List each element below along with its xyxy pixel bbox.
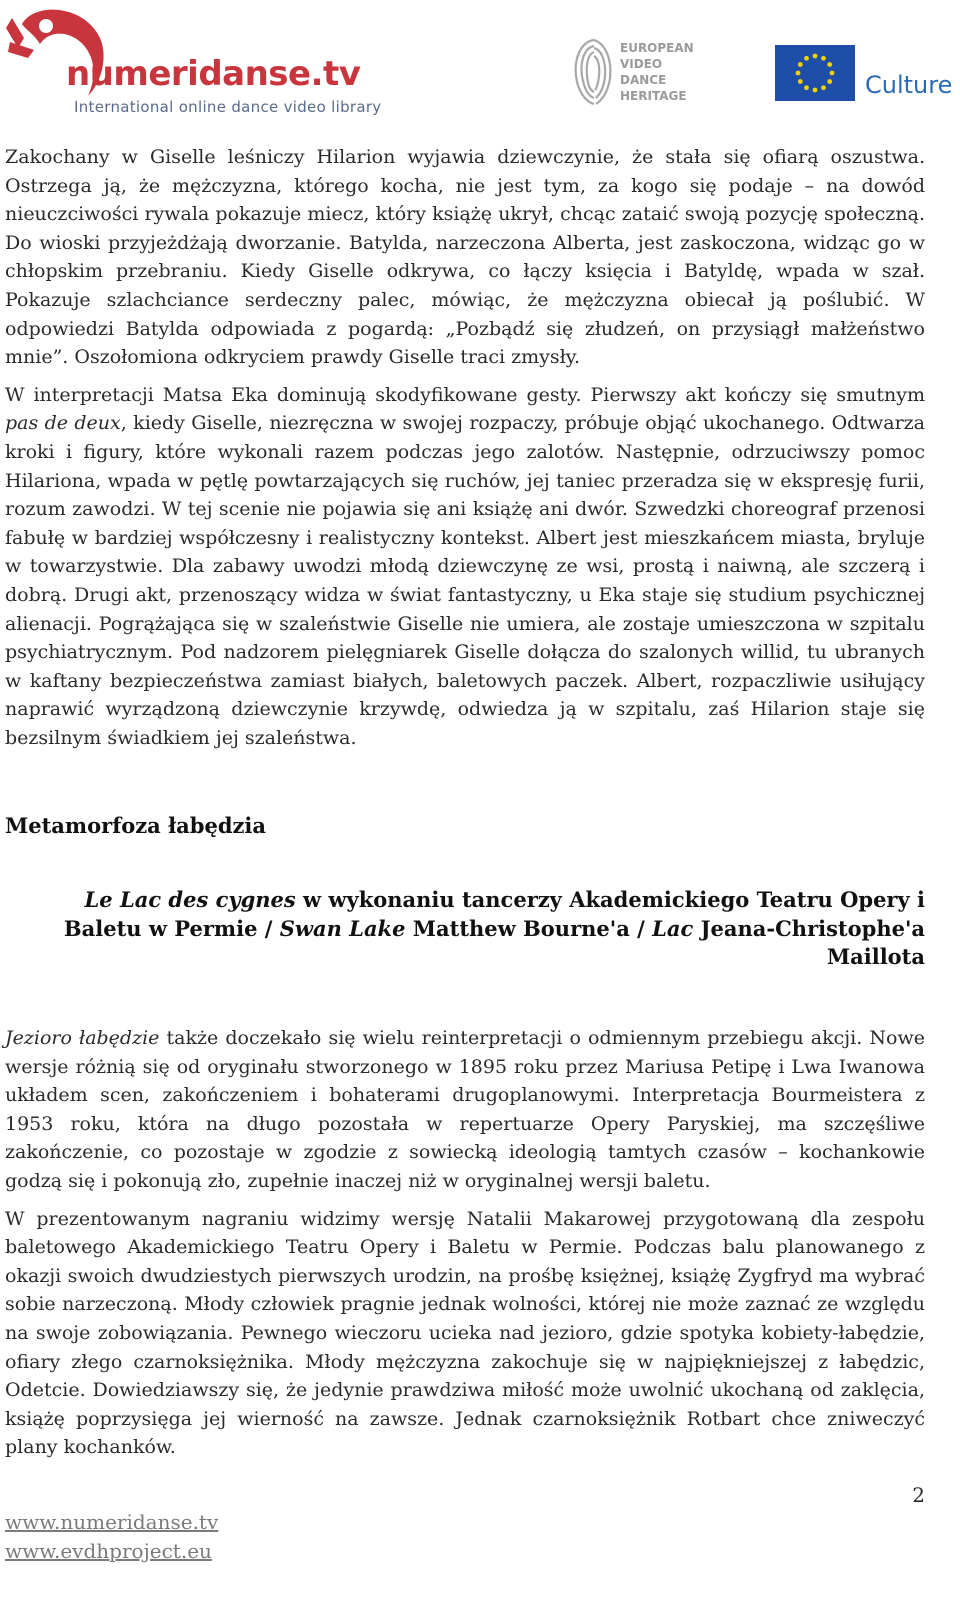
italic-title: Swan Lake [279,915,406,941]
numeridanse-logo[interactable] [4,4,384,124]
evdh-wordmark [620,40,710,104]
eu-star [804,85,809,90]
text-run: , kiedy Giselle, niezręczna w swojej rozpaczy, próbuje objąć ukochanego. Odtwarza kroki i figury, które wykonali razem podczas jego zalotów. Następnie, odrzuciwszy pomoc Hilariona, wpada w pętlę powtarzających się ruchów, jej taniec przeradza się w ekspresję furii, rozum zawodzi. W tej scenie nie pojawia się ani książę ani dwór. Szwedzki choreograf przenosi fabułę w bardziej współczesny i realistyczny kontekst. Albert jest mieszkańcem miasta, bryluje w towarzystwie. Dla zabawy uwodzi młodą dziewczynę ze wsi, prostą i naiwną, ale szczerą i dobrą. Drugi akt, przenoszący widza w świat fantastyczny, u Eka staje się studium psychicznej alienacji. Pogrążająca się w szaleństwie Giselle nie umiera, ale zostaje umieszczona w szpitalu psychiatrycznym. Pod nadzorem pielęgniarek Giselle dołącza do szalonych willid, tu ubranych w kaftany bezpieczeństwa zamiast białych, baletowych paczek. Albert, rozpaczliwie usiłujący naprawić wyrządzoną dziewczynie krzywdę, odwiedza ją w szpitalu, zaś Hilarion staje się bezsilnym świadkiem jej szaleństwa. [5,412,925,749]
numeridanse-brand: numeridanse.tv [66,54,361,94]
footer-link-numeridanse[interactable]: www.numeridanse.tv [5,1510,219,1534]
document-body [5,143,925,1471]
body-paragraph [5,1024,925,1196]
eu-star [813,54,818,59]
body-paragraph [5,381,925,753]
evdh-logo[interactable] [572,32,712,112]
eu-flag-icon [775,45,855,101]
italic-title: Jezioro łabędzie [5,1026,160,1049]
evdh-line: HERITAGE [620,89,687,103]
eu-star [796,71,801,76]
eu-star [821,85,826,90]
section-heading: Metamorfoza łabędzia [5,813,267,839]
eu-star [827,62,832,67]
footer-link-evdh[interactable]: www.evdhproject.eu [5,1539,212,1563]
text-run: także doczekało się wielu reinterpretacji o odmiennym przebiegu akcji. Nowe wersje różnią się od oryginału stworzonego w 1895 roku przez Mariusa Petipę i Lwa Iwanowa układem scen, zakończeniem i bohaterami drugoplanowymi. Interpretacja Bourmeistera z 1953 roku, która na długo pozostała w repertuarze Opery Paryskiej, ma szczęśliwe zakończenie, co pozostaje w zgodzie z sowiecką ideologią tamtych czasów – kochankowie godzą się i pokonują zło, zupełnie inaczej niż w oryginalnej wersji baletu. [5,1026,925,1192]
spacer [5,972,925,1024]
text-run: W interpretacji Matsa Eka dominują skodyfikowane gesty. Pierwszy akt kończy się smutnym [5,383,925,406]
evdh-line: DANCE [620,73,667,87]
text-run: Matthew Bourne'a / [405,915,653,941]
evdh-line: EUROPEAN [620,41,694,55]
subsection-heading [5,886,925,972]
eu-star [827,79,832,84]
italic-title: Lac [652,915,694,941]
eu-star [813,88,818,93]
page-number: 2 [912,1483,925,1507]
evdh-fingerprint-icon [572,36,616,108]
eu-star [798,62,803,67]
eu-star [830,71,835,76]
italic-term: pas de deux [5,412,121,435]
italic-title: Le Lac des cygnes [84,887,296,913]
text-run: w wykonaniu tancerzy Akademickiego Teatru Opery i Baletu w Permie / [63,887,925,941]
numeridanse-tagline: International online dance video library [74,98,382,116]
page-header [0,0,960,130]
text-run: Jeana-Christophe'a Maillota [693,915,925,970]
body-paragraph: W prezentowanym nagraniu widzimy wersję Natalii Makarowej przygotowaną dla zespołu baletowego Akademickiego Teatru Opery i Baletu w Permie. Podczas balu planowanego z okazji swoich dwudziestych pierwszych urodzin, na prośbę księżnej, książę Zygfryd ma wybrać sobie narzeczoną. Młody człowiek pragnie jednak wolności, której nie może zaznać ze względu na swoje zobowiązania. Pewnego wieczoru ucieka nad jezioro, gdzie spotyka kobiety-łabędzie, ofiary złego czarnoksiężnika. Młody mężczyzna zakochuje się w najpiękniejszej z łabędzic, Odetcie. Dowiedziawszy się, że jedynie prawdziwa miłość może uwolnić ukochaną od zaklęcia, książę poprzysięga jej wierność na zawsze. Jednak czarnoksiężnik Rotbart chce zniweczyć plany kochanków. [5,1207,925,1459]
body-paragraph: Zakochany w Giselle leśniczy Hilarion wyjawia dziewczynie, że stała się ofiarą oszustwa. Ostrzega ją, że mężczyzna, którego kocha, nie jest tym, za kogo się podaje – na dowód nieuczciwości rywala pokazuje miecz, który książę ukrył, chcąc zataić swoją pozycję społeczną. Do wioski przyjeżdżają dworzanie. Batylda, narzeczona Alberta, jest zaskoczona, widząc go w chłopskim przebraniu. Kiedy Giselle odkrywa, co łączy księcia i Batyldę, wpada w szał. Pokazuje szlachciance serdeczny palec, mówiąc, że mężczyzna obiecał ją poślubić. W odpowiedzi Batylda odpowiada z pogardą: „Pozbądź się złudzeń, on przysiągł małżeństwo mnie”. Oszołomiona odkryciem prawdy Giselle traci zmysły. [5,146,925,369]
culture-label: Culture [865,71,953,99]
eu-star [798,79,803,84]
eu-culture-logo[interactable] [775,45,960,107]
evdh-line: VIDEO [620,57,663,71]
eu-star [804,56,809,61]
eu-star [821,56,826,61]
